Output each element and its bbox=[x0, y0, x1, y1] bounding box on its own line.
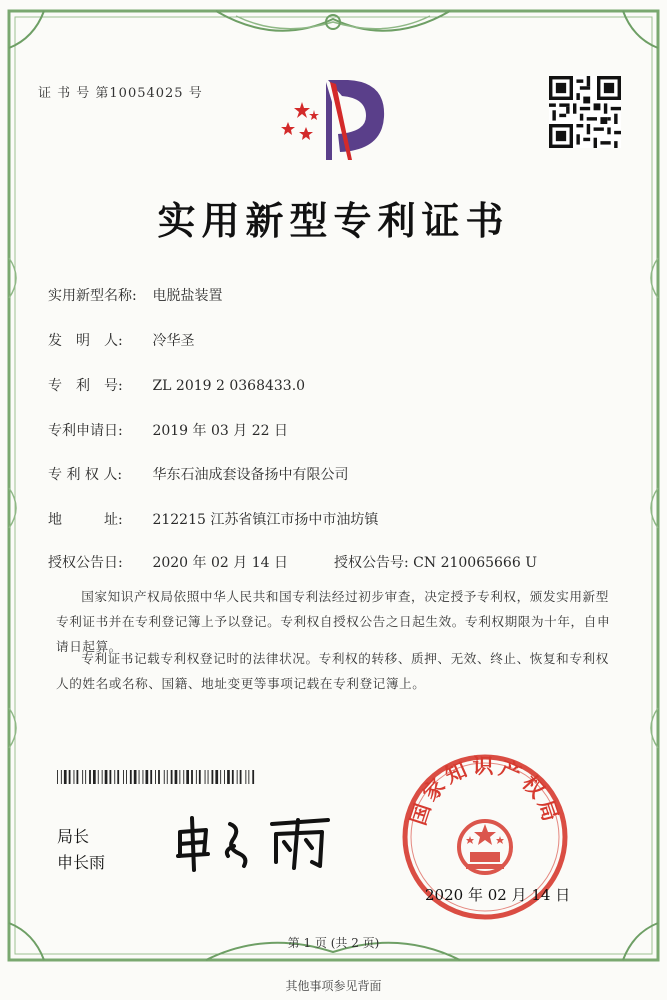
field-label: 授权公告日: bbox=[48, 555, 123, 571]
field-label: 专 利 权 人: bbox=[48, 467, 123, 483]
field-value: 2019 年 03 月 22 日 bbox=[152, 423, 288, 439]
field-value: 212215 江苏省镇江市扬中市油坊镇 bbox=[152, 512, 379, 528]
field-label: 专 利 号: bbox=[48, 378, 123, 394]
patent-office-logo bbox=[278, 72, 393, 164]
qr-code bbox=[549, 76, 621, 148]
announcement-number bbox=[334, 552, 537, 572]
field-value: 冷华圣 bbox=[152, 333, 195, 349]
field-application-date bbox=[48, 420, 288, 440]
field-label: 实用新型名称: bbox=[48, 288, 137, 304]
field-value: ZL 2019 2 0368433.0 bbox=[152, 378, 306, 394]
field-label: 地 址: bbox=[48, 512, 123, 528]
field-patent-number bbox=[48, 375, 305, 395]
announcement-date bbox=[48, 552, 288, 572]
field-patentee bbox=[48, 464, 348, 484]
field-label: 授权公告号: bbox=[334, 555, 409, 571]
field-label: 发 明 人: bbox=[48, 333, 123, 349]
seal-date: 2020 年 02 月 14 日 bbox=[425, 886, 571, 904]
certificate-number: 证 书 号 第10054025 号 bbox=[38, 86, 203, 101]
grant-paragraph: 国家知识产权局依照中华人民共和国专利法经过初步审查，决定授予专利权，颁发实用新型专利证书并在专利登记簿上予以登记。专利权自授权公告之日起生效。专利权期限为十年，自申请日起算。 bbox=[56, 589, 611, 654]
field-value: 华东石油成套设备扬中有限公司 bbox=[152, 467, 349, 483]
certificate-title: 实用新型专利证书 bbox=[157, 198, 510, 243]
seal-text: 国家知识产权局 bbox=[406, 754, 564, 829]
field-value: 电脱盐装置 bbox=[152, 288, 223, 304]
page-indicator: 第 1 页 (共 2 页) bbox=[287, 936, 380, 950]
field-value: 2020 年 02 月 14 日 bbox=[152, 555, 288, 571]
handwritten-signature bbox=[172, 810, 342, 875]
field-address bbox=[48, 509, 378, 529]
barcode bbox=[57, 770, 257, 784]
field-inventor bbox=[48, 330, 194, 350]
signature-role: 局长 bbox=[57, 827, 90, 846]
field-utility-model-name bbox=[48, 285, 222, 305]
signature-name: 申长雨 bbox=[57, 853, 106, 872]
field-value: CN 210065666 U bbox=[413, 555, 537, 571]
footnote: 其他事项参见背面 bbox=[285, 979, 382, 993]
legal-status-paragraph: 专利证书记载专利权登记时的法律状况。专利权的转移、质押、无效、终止、恢复和专利权人的姓名或名称、国籍、地址变更等事项记载在专利登记簿上。 bbox=[56, 651, 609, 691]
field-label: 专利申请日: bbox=[48, 423, 123, 439]
